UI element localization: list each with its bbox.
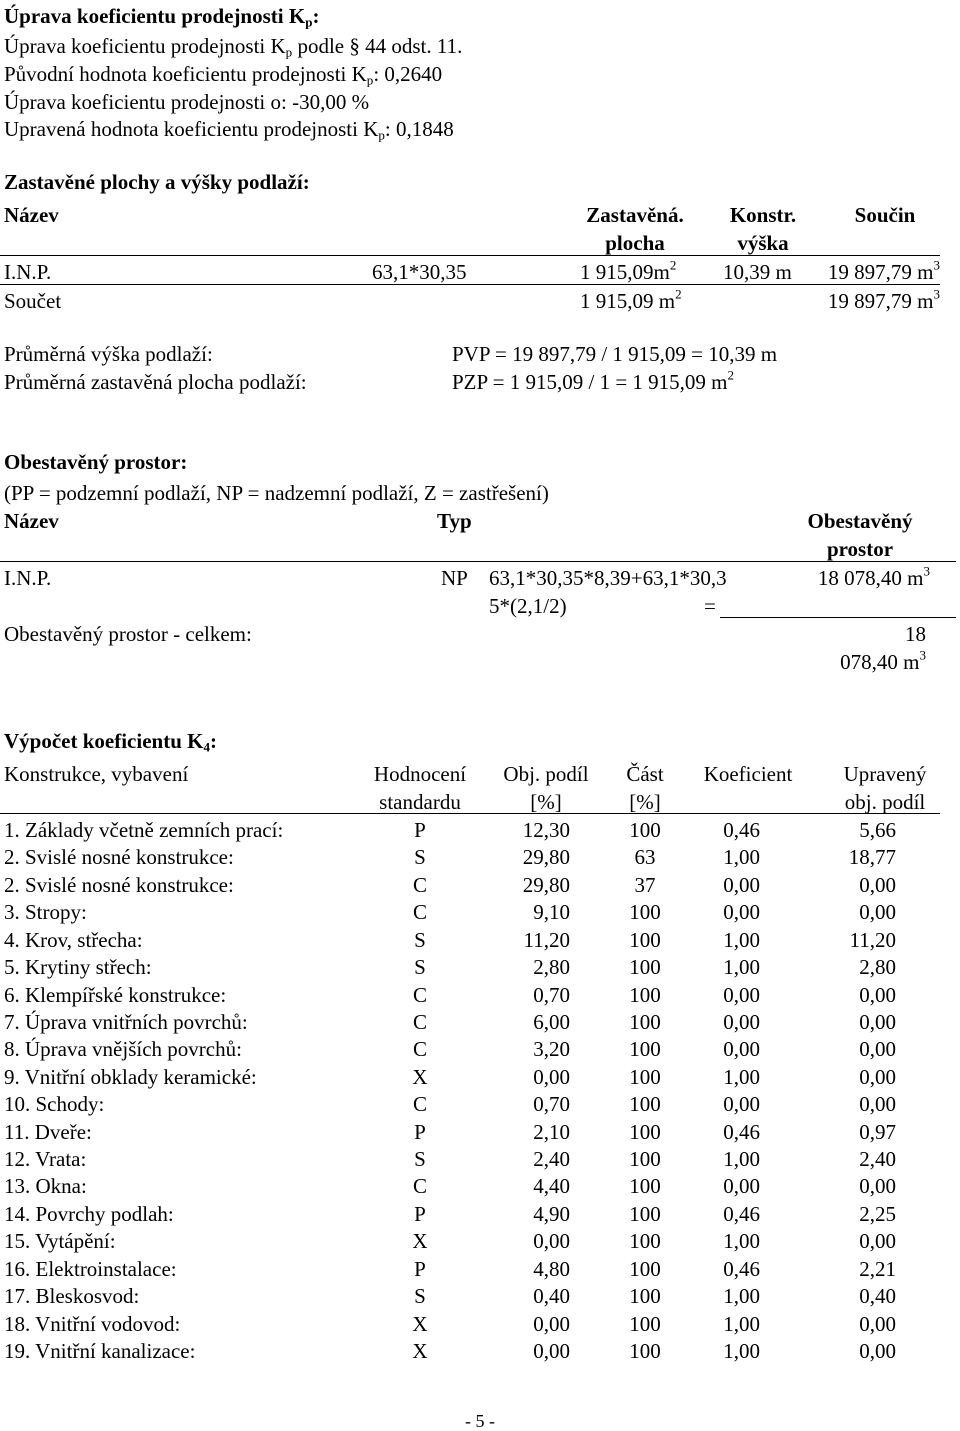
obestaveny-total-label: Obestavěný prostor - celkem: <box>4 622 252 646</box>
k4-cell-koeficient: 1,00 <box>723 1311 760 1336</box>
k4-cell-upraveny: 0,00 <box>859 1338 896 1363</box>
obestaveny-row-formula-2: 5*(2,1/2) <box>489 594 567 618</box>
k4-cell-hodnoceni: P <box>414 1256 426 1281</box>
k4-cell-konstrukce: 12. Vrata: <box>4 1147 87 1172</box>
table-row <box>0 872 960 902</box>
k4-cell-cast: 100 <box>629 927 661 952</box>
zastavene-row-plocha: 1 $915,09m^2$ <box>580 257 677 284</box>
obestaveny-col-nazev: Název <box>4 509 59 533</box>
pzp-value: PZP = 1 915,09 / 1 = 1 915,09 $m^2$ <box>452 367 735 394</box>
k4-cell-upraveny: 0,00 <box>859 1037 896 1062</box>
kp-line-4: Upravená hodnota koeficientu prodejnosti $K_p$: 0,1848 <box>4 117 454 143</box>
k4-cell-obj-podil: 0,70 <box>533 982 570 1007</box>
zastavene-col-plocha: Zastavěná. plocha <box>586 203 684 255</box>
k4-col-hodnoceni: Hodnocení standardu <box>373 762 467 814</box>
table-row <box>0 1286 960 1313</box>
k4-cell-hodnoceni: S <box>414 1147 426 1172</box>
k4-col-cast: Část [%] <box>626 762 664 814</box>
pzp-label: Průměrná zastavěná plocha podlaží: <box>4 370 307 394</box>
k4-cell-hodnoceni: S <box>414 955 426 980</box>
kp-line-3: Úprava koeficientu prodejnosti o: -30,00 % <box>4 90 370 114</box>
k4-cell-obj-podil: 0,40 <box>533 1284 570 1309</box>
zastavene-header-rule <box>0 255 940 256</box>
k4-cell-obj-podil: 2,40 <box>533 1147 570 1172</box>
k4-cell-koeficient: 1,00 <box>723 1229 760 1254</box>
table-row <box>0 1094 960 1121</box>
k4-cell-konstrukce: 1. Základy včetně zemních prací: <box>4 818 284 842</box>
k4-cell-konstrukce: 7. Úprava vnitřních povrchů: <box>4 1009 248 1034</box>
k4-cell-obj-podil: 0,00 <box>533 1064 570 1089</box>
k4-cell-obj-podil: 4,90 <box>533 1201 570 1226</box>
k4-cell-konstrukce: 16. Elektroinstalace: <box>4 1256 177 1281</box>
k4-cell-hodnoceni: C <box>412 1092 427 1117</box>
table-row <box>0 927 960 957</box>
zastavene-row-soucin: 19 897,79 $m^3$ <box>827 257 940 284</box>
k4-cell-cast: 100 <box>629 1009 661 1034</box>
k4-col-upraveny: Upravený obj. podíl <box>843 762 927 814</box>
k4-cell-obj-podil: 12,30 <box>522 818 570 842</box>
k4-cell-hodnoceni: S <box>414 845 426 870</box>
k4-cell-cast: 100 <box>629 1119 661 1144</box>
k4-cell-koeficient: 0,00 <box>723 982 760 1007</box>
k4-cell-konstrukce: 2. Svislé nosné konstrukce: <box>4 845 234 870</box>
k4-cell-upraveny: 2,40 <box>859 1147 896 1172</box>
k4-cell-upraveny: 0,00 <box>859 1064 896 1089</box>
k4-cell-upraveny: 0,00 <box>859 872 896 897</box>
k4-cell-cast: 100 <box>629 1147 661 1172</box>
k4-cell-konstrukce: 15. Vytápění: <box>4 1229 116 1254</box>
zastavene-col-nazev: Název <box>4 203 59 227</box>
k4-cell-obj-podil: 6,00 <box>533 1009 570 1034</box>
k4-cell-upraveny: 5,66 <box>859 818 896 842</box>
obestaveny-row-eq: = <box>704 594 716 618</box>
table-row <box>0 1201 960 1231</box>
k4-cell-hodnoceni: S <box>414 1284 426 1309</box>
obestaveny-col-typ: Typ <box>437 509 472 533</box>
k4-cell-hodnoceni: P <box>414 1201 426 1226</box>
k4-cell-cast: 100 <box>629 818 661 842</box>
k4-cell-upraveny: 0,00 <box>859 1229 896 1254</box>
k4-cell-koeficient: 0,46 <box>723 818 760 842</box>
k4-cell-cast: 100 <box>629 982 661 1007</box>
k4-cell-konstrukce: 9. Vnitřní obklady keramické: <box>4 1064 257 1089</box>
table-row <box>0 957 960 984</box>
pvp-label: Průměrná výška podlaží: <box>4 342 213 366</box>
k4-cell-hodnoceni: C <box>412 982 427 1007</box>
obestaveny-heading: Obestavěný prostor: <box>4 450 188 474</box>
k4-cell-obj-podil: 4,80 <box>533 1256 570 1281</box>
k4-cell-konstrukce: 11. Dveře: <box>4 1119 92 1144</box>
k4-cell-hodnoceni: X <box>412 1311 428 1336</box>
k4-col-konstrukce: Konstrukce, vybavení <box>4 762 189 786</box>
k4-cell-konstrukce: 18. Vnitřní vodovod: <box>4 1311 181 1336</box>
k4-cell-cast: 100 <box>629 1201 661 1226</box>
k4-cell-koeficient: 1,00 <box>723 1338 760 1363</box>
k4-cell-hodnoceni: C <box>412 1174 427 1199</box>
k4-cell-konstrukce: 13. Okna: <box>4 1174 87 1199</box>
k4-cell-konstrukce: 5. Krytiny střech: <box>4 955 152 980</box>
k4-cell-obj-podil: 9,10 <box>533 900 570 925</box>
zastavene-total-soucin: 19 897,79 $m^3$ <box>827 286 940 313</box>
k4-cell-koeficient: 1,00 <box>723 927 760 952</box>
k4-cell-hodnoceni: C <box>412 872 427 897</box>
kp-heading: Úprava koeficientu prodejnosti $K_p$: <box>4 4 320 30</box>
obestaveny-row-formula-1: 63,1*30,35*8,39+63,1*30,3 <box>489 566 727 590</box>
table-row <box>0 1149 960 1176</box>
k4-cell-cast: 100 <box>629 1092 661 1117</box>
k4-col-koeficient: Koeficient <box>703 762 793 786</box>
k4-cell-hodnoceni: X <box>412 1064 428 1089</box>
table-row <box>0 1231 960 1258</box>
k4-cell-obj-podil: 4,40 <box>533 1174 570 1199</box>
table-row <box>0 1338 960 1368</box>
k4-cell-cast: 100 <box>629 1037 661 1062</box>
k4-cell-koeficient: 1,00 <box>723 1064 760 1089</box>
obestaveny-row-typ: NP <box>441 566 468 590</box>
k4-cell-obj-podil: 0,00 <box>533 1338 570 1363</box>
pvp-value: PVP = 19 897,79 / 1 915,09 = 10,39 m <box>452 342 778 366</box>
k4-cell-upraveny: 2,25 <box>859 1201 896 1226</box>
k4-heading: Výpočet koeficientu $K_4$: <box>4 729 217 755</box>
zastavene-total-plocha: 1 915,09 $m^2$ <box>580 286 682 313</box>
zastavene-row-rule <box>0 284 940 285</box>
k4-cell-cast: 100 <box>629 1256 661 1281</box>
zastavene-total-label: Součet <box>4 289 62 313</box>
table-row <box>0 1119 960 1149</box>
k4-cell-koeficient: 0,46 <box>723 1119 760 1144</box>
k4-cell-upraveny: 2,21 <box>859 1256 896 1281</box>
k4-cell-upraveny: 18,77 <box>848 845 896 870</box>
k4-cell-cast: 100 <box>629 1064 661 1089</box>
k4-header-rule <box>0 813 940 814</box>
table-row <box>0 1039 960 1066</box>
k4-cell-hodnoceni: C <box>412 1037 427 1062</box>
k4-cell-konstrukce: 2. Svislé nosné konstrukce: <box>4 872 234 897</box>
k4-cell-hodnoceni: C <box>412 1009 427 1034</box>
k4-cell-obj-podil: 0,00 <box>533 1311 570 1336</box>
obestaveny-total-2: 078,40 $m^3$ <box>840 647 926 674</box>
table-row <box>0 1256 960 1286</box>
k4-cell-cast: 63 <box>634 845 656 870</box>
k4-cell-upraveny: 0,97 <box>859 1119 896 1144</box>
table-row <box>0 982 960 1012</box>
k4-cell-hodnoceni: P <box>414 1119 426 1144</box>
k4-cell-upraveny: 0,00 <box>859 1009 896 1034</box>
k4-cell-cast: 100 <box>629 1229 661 1254</box>
table-row <box>0 1064 960 1094</box>
table-row <box>0 820 960 847</box>
table-row <box>0 1311 960 1341</box>
k4-cell-koeficient: 0,00 <box>723 872 760 897</box>
kp-line-1: Úprava koeficientu prodejnosti $K_p$ podle § 44 odst. 11. <box>4 34 463 60</box>
k4-cell-obj-podil: 2,10 <box>533 1119 570 1144</box>
obestaveny-row-name: I.N.P. <box>4 566 52 590</box>
k4-cell-koeficient: 0,00 <box>723 1009 760 1034</box>
k4-cell-hodnoceni: X <box>412 1338 428 1363</box>
k4-cell-konstrukce: 6. Klempířské konstrukce: <box>4 982 227 1007</box>
table-row <box>0 1176 960 1203</box>
zastavene-col-vyska: Konstr. výška <box>729 203 797 255</box>
k4-cell-konstrukce: 4. Krov, střecha: <box>4 927 143 952</box>
k4-cell-obj-podil: 2,80 <box>533 955 570 980</box>
k4-cell-koeficient: 1,00 <box>723 1284 760 1309</box>
k4-cell-upraveny: 0,40 <box>859 1284 896 1309</box>
k4-cell-hodnoceni: S <box>414 927 426 952</box>
k4-cell-obj-podil: 29,80 <box>522 872 570 897</box>
k4-cell-hodnoceni: P <box>414 818 426 842</box>
k4-cell-obj-podil: 11,20 <box>523 927 570 952</box>
k4-cell-cast: 100 <box>629 1284 661 1309</box>
obestaveny-header-rule <box>0 561 956 562</box>
k4-cell-koeficient: 1,00 <box>723 1147 760 1172</box>
obestaveny-col-prostor: Obestavěný prostor <box>807 509 913 561</box>
k4-cell-obj-podil: 0,70 <box>533 1092 570 1117</box>
k4-cell-upraveny: 0,00 <box>859 1311 896 1336</box>
zastavene-heading: Zastavěné plochy a výšky podlaží: <box>4 170 310 194</box>
k4-cell-konstrukce: 3. Stropy: <box>4 900 87 925</box>
k4-cell-upraveny: 11,20 <box>849 927 896 952</box>
table-row <box>0 902 960 929</box>
k4-cell-konstrukce: 8. Úprava vnějších povrchů: <box>4 1037 242 1062</box>
k4-cell-koeficient: 0,00 <box>723 1092 760 1117</box>
k4-cell-koeficient: 0,00 <box>723 900 760 925</box>
zastavene-row-name: I.N.P. <box>4 260 52 284</box>
k4-cell-upraveny: 0,00 <box>859 1092 896 1117</box>
k4-cell-upraveny: 0,00 <box>859 982 896 1007</box>
obestaveny-row-value: 18 078,40 $m^3$ <box>817 563 930 590</box>
k4-cell-koeficient: 0,46 <box>723 1256 760 1281</box>
k4-cell-koeficient: 1,00 <box>723 845 760 870</box>
k4-cell-upraveny: 0,00 <box>859 900 896 925</box>
k4-cell-cast: 37 <box>634 872 656 897</box>
kp-line-2: Původní hodnota koeficientu prodejnosti $K_p$: 0,2640 <box>4 62 443 88</box>
k4-cell-cast: 100 <box>629 1311 661 1336</box>
k4-cell-konstrukce: 10. Schody: <box>4 1092 105 1117</box>
k4-col-obj-podil: Obj. podíl [%] <box>503 762 589 814</box>
k4-cell-cast: 100 <box>629 900 661 925</box>
k4-cell-upraveny: 2,80 <box>859 955 896 980</box>
table-row <box>0 847 960 874</box>
table-row <box>0 1009 960 1039</box>
k4-cell-konstrukce: 19. Vnitřní kanalizace: <box>4 1338 196 1363</box>
k4-cell-obj-podil: 3,20 <box>533 1037 570 1062</box>
k4-cell-upraveny: 0,00 <box>859 1174 896 1199</box>
zastavene-col-soucin: Součin <box>854 203 916 227</box>
k4-cell-hodnoceni: X <box>412 1229 428 1254</box>
obestaveny-total-1: 18 <box>905 622 926 646</box>
k4-cell-obj-podil: 0,00 <box>533 1229 570 1254</box>
k4-cell-konstrukce: 14. Povrchy podlah: <box>4 1201 174 1226</box>
k4-cell-cast: 100 <box>629 955 661 980</box>
k4-cell-cast: 100 <box>629 1174 661 1199</box>
k4-cell-cast: 100 <box>629 1338 661 1363</box>
k4-cell-koeficient: 0,46 <box>723 1201 760 1226</box>
page-number: - 5 - <box>465 1411 495 1431</box>
k4-cell-koeficient: 1,00 <box>723 955 760 980</box>
obestaveny-row-rule <box>720 617 956 618</box>
k4-cell-koeficient: 0,00 <box>723 1174 760 1199</box>
k4-cell-koeficient: 0,00 <box>723 1037 760 1062</box>
zastavene-row-formula: 63,1*30,35 <box>372 260 467 284</box>
k4-cell-konstrukce: 17. Bleskosvod: <box>4 1284 140 1309</box>
k4-cell-hodnoceni: C <box>412 900 427 925</box>
obestaveny-legend: (PP = podzemní podlaží, NP = nadzemní podlaží, Z = zastřešení) <box>4 481 549 505</box>
k4-cell-obj-podil: 29,80 <box>522 845 570 870</box>
zastavene-row-vyska: 10,39 m <box>723 260 792 284</box>
